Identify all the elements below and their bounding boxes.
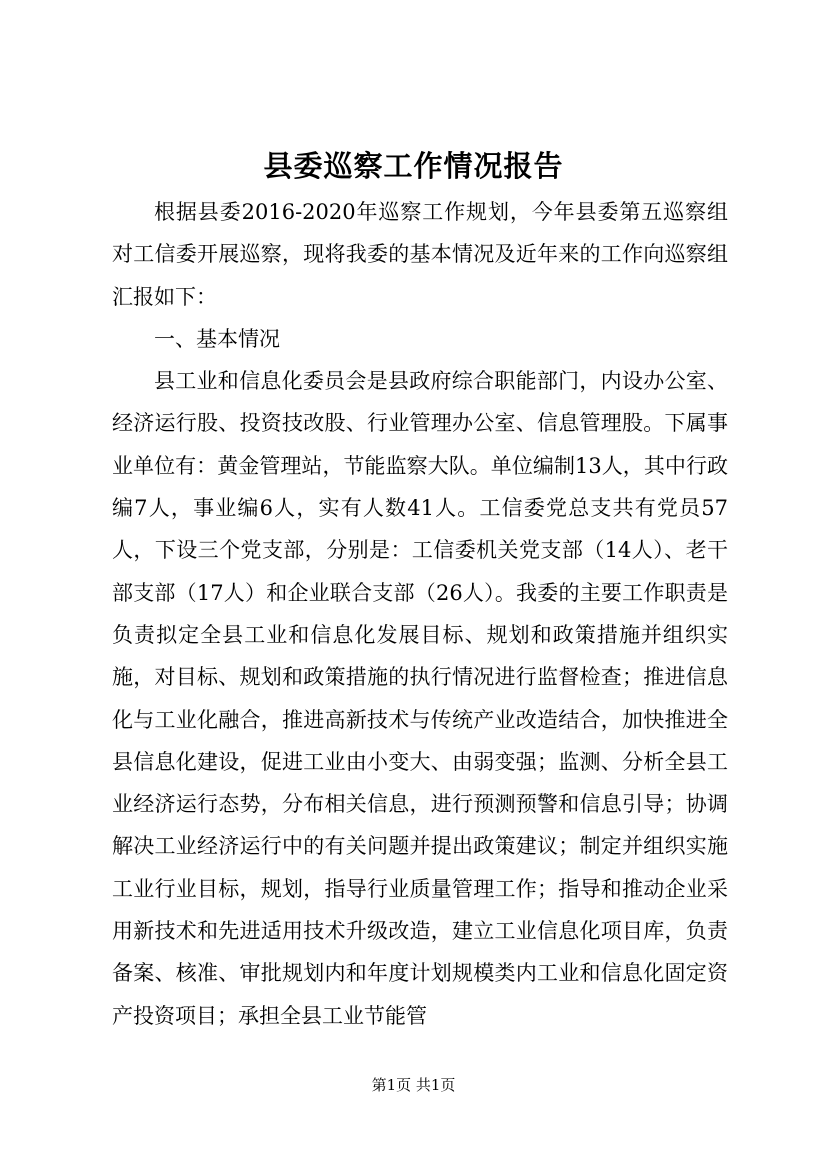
basic-info-paragraph: 县工业和信息化委员会是县政府综合职能部门，内设办公室、经济运行股、投资技改股、行业管理办公室、信息管理股。下属事业单位有：黄金管理站，节能监察大队。单位编制13人，其中行政编7人，事业编6人，实有人数41人。工信委党总支共有党员57人，下设三个党支部，分别是：工信委机关党支部（14人）、老干部支部（17人）和企业联合支部（26人）。我委的主要工作职责是负责拟定全县工业和信息化发展目标、规划和政策措施并组织实施，对目标、规划和政策措施的执行情况进行监督检查；推进信息化与工业化融合，推进高新技术与传统产业改造结合，加快推进全县信息化建设，促进工业由小变大、由弱变强；监测、分析全县工业经济运行态势，分布相关信息，进行预测预警和信息引导；协调解决工业经济运行中的有关问题并提出政策建议；制定并组织实施工业行业目标，规划，指导行业质量管理工作；指导和推动企业采用新技术和先进适用技术升级改造，建立工业信息化项目库，负责备案、核准、审批规划内和年度计划规模类内工业和信息化固定资产投资项目；承担全县工业节能管 bbox=[112, 369, 728, 1028]
document-body bbox=[112, 191, 728, 1037]
section-heading-basic-info: 一、基本情况 bbox=[154, 326, 280, 351]
page-footer: 第1页 共1页 bbox=[371, 1076, 456, 1094]
document-title: 县委巡察工作情况报告 bbox=[263, 149, 564, 183]
intro-paragraph: 根据县委2016-2020年巡察工作规划，今年县委第五巡察组对工信委开展巡察，现将我委的基本情况及近年来的工作向巡察组汇报如下： bbox=[112, 200, 728, 309]
